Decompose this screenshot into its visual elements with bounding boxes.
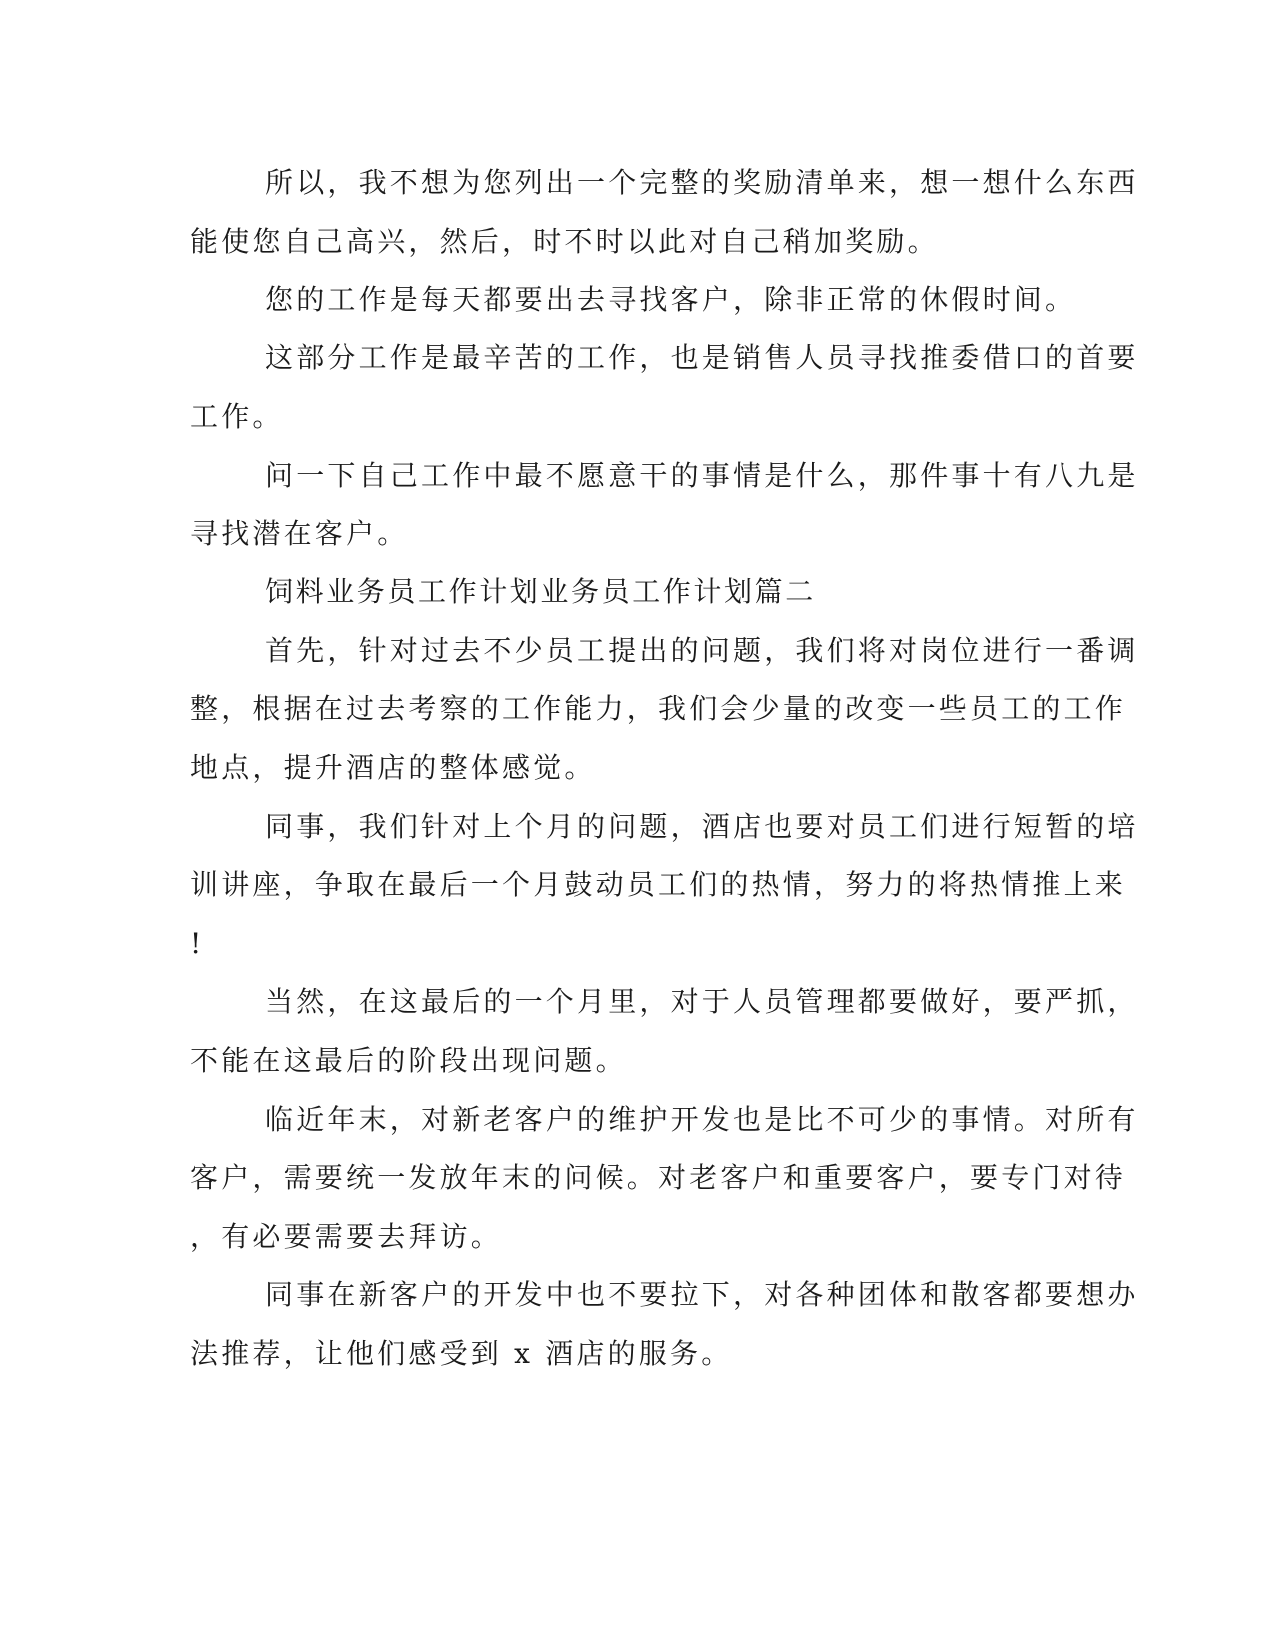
- section-heading: 饲料业务员工作计划业务员工作计划篇二: [265, 575, 816, 608]
- paragraph-line: 同事，我们针对上个月的问题，酒店也要对员工们进行短暂的培: [265, 810, 1139, 843]
- paragraph-line: 首先，针对过去不少员工提出的问题，我们将对岗位进行一番调: [265, 634, 1139, 667]
- paragraph-line: 不能在这最后的阶段出现问题。: [190, 1044, 627, 1077]
- paragraph-line: 临近年末，对新老客户的维护开发也是比不可少的事情。对所有: [265, 1103, 1139, 1136]
- paragraph-line: 工作。: [190, 400, 284, 433]
- paragraph-line: 能使您自己高兴，然后，时不时以此对自己稍加奖励。: [190, 225, 939, 258]
- paragraph-line: 法推荐，让他们感受到 x 酒店的服务。: [190, 1337, 733, 1370]
- paragraph-line: 地点，提升酒店的整体感觉。: [190, 751, 596, 784]
- paragraph-line: 整，根据在过去考察的工作能力，我们会少量的改变一些员工的工作: [190, 692, 1127, 725]
- paragraph-line: 客户，需要统一发放年末的问候。对老客户和重要客户，要专门对待: [190, 1161, 1127, 1194]
- paragraph-line: ，有必要需要去拜访。: [190, 1220, 503, 1253]
- paragraph-line: 这部分工作是最辛苦的工作，也是销售人员寻找推委借口的首要: [265, 341, 1139, 374]
- paragraph-line: !: [190, 927, 205, 960]
- paragraph-line: 所以，我不想为您列出一个完整的奖励清单来，想一想什么东西: [265, 166, 1139, 199]
- paragraph-line: 训讲座，争取在最后一个月鼓动员工们的热情，努力的将热情推上来: [190, 868, 1127, 901]
- paragraph-line: 当然，在这最后的一个月里，对于人员管理都要做好，要严抓，: [265, 985, 1139, 1018]
- paragraph-line: 寻找潜在客户。: [190, 517, 409, 550]
- paragraph-line: 同事在新客户的开发中也不要拉下，对各种团体和散客都要想办: [265, 1278, 1139, 1311]
- paragraph-line: 问一下自己工作中最不愿意干的事情是什么，那件事十有八九是: [265, 459, 1139, 492]
- paragraph-line: 您的工作是每天都要出去寻找客户，除非正常的休假时间。: [265, 283, 1077, 316]
